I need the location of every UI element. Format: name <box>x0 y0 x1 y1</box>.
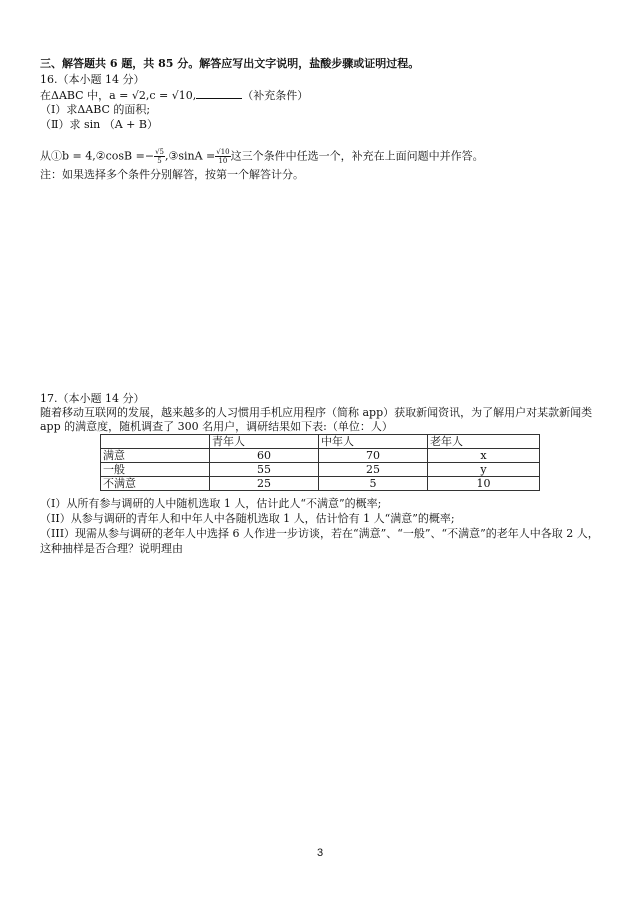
q16-cond-mid: ,③sinA = <box>164 149 216 163</box>
table-cell: 不满意 <box>101 477 210 491</box>
q16-stem-prefix: 在ΔABC 中，a = <box>40 89 132 102</box>
table-cell: 60 <box>210 449 319 463</box>
q17-part1: （I）从所有参与调研的人中随机选取 1 人，估计此人“不满意”的概率; <box>40 497 382 510</box>
q17-header: 17.（本小题 14 分） <box>40 392 145 405</box>
q17-intro-line2: app 的满意度，随机调查了 300 名用户，调研结果如下表:（单位：人） <box>40 420 393 433</box>
q16-frac1-den: 5 <box>157 157 162 165</box>
table-header-cell: 青年人 <box>210 435 319 449</box>
q17-part2: （II）从参与调研的青年人和中年人中各随机选取 1 人，估计恰有 1 人“满意”的概率; <box>40 512 455 525</box>
q17-part3-line1: （III）现需从参与调研的老年人中选择 6 人作进一步访谈，若在“满意”、“一般”、“不满意”的老年人中各取 2 人， <box>40 527 599 540</box>
q16-header: 16.（本小题 14 分） <box>40 73 145 86</box>
q16-stem-suffix: （补充条件） <box>242 89 309 102</box>
q16-part1: （Ⅰ）求ΔABC 的面积; <box>40 103 151 116</box>
page-number: 3 <box>316 847 324 859</box>
table-cell: 满意 <box>101 449 210 463</box>
table-cell: 55 <box>210 463 319 477</box>
q16-frac2-num: √10 <box>216 148 230 156</box>
table-header-cell <box>101 435 210 449</box>
table-row <box>101 463 540 477</box>
q16-note: 注：如果选择多个条件分别解答，按第一个解答计分。 <box>40 168 304 181</box>
table-cell: 25 <box>210 477 319 491</box>
q16-conditions <box>40 148 484 165</box>
q16-frac2-den: 10 <box>218 157 228 165</box>
table-row <box>101 449 540 463</box>
table-cell: 25 <box>319 463 428 477</box>
q16-stem-c: ,c = √10, <box>145 89 197 102</box>
table-cell: y <box>428 463 540 477</box>
q16-stem-a: √2 <box>131 89 146 102</box>
q16-part2: （Ⅱ）求 sin （A + B） <box>40 118 158 131</box>
q16-cond-suffix: 这三个条件中任选一个，补充在上面问题中并作答。 <box>230 149 484 163</box>
q16-blank <box>196 88 242 99</box>
q17-intro-line1: 随着移动互联网的发展，越来越多的人习惯用手机应用程序（简称 app）获取新闻资讯，为了解用户对某款新闻类 <box>40 406 593 419</box>
table-cell: 10 <box>428 477 540 491</box>
table-cell: 一般 <box>101 463 210 477</box>
q16-frac1 <box>154 148 165 165</box>
table-header-cell: 中年人 <box>319 435 428 449</box>
table-row <box>101 477 540 491</box>
table-cell: x <box>428 449 540 463</box>
q16-frac1-num: √5 <box>155 148 164 156</box>
section-heading: 三、解答题共 6 题，共 85 分。解答应写出文字说明，盐酸步骤或证明过程。 <box>40 57 420 70</box>
q17-part3-line2: 这种抽样是否合理？说明理由 <box>40 542 183 555</box>
table-cell: 5 <box>319 477 428 491</box>
survey-table <box>100 434 540 491</box>
q16-cond-prefix: 从①b = 4,②cosB =− <box>40 149 155 163</box>
table-header-cell: 老年人 <box>428 435 540 449</box>
table-cell: 70 <box>319 449 428 463</box>
q16-frac2 <box>215 148 230 165</box>
q16-stem <box>40 88 308 103</box>
table-header-row <box>101 435 540 449</box>
